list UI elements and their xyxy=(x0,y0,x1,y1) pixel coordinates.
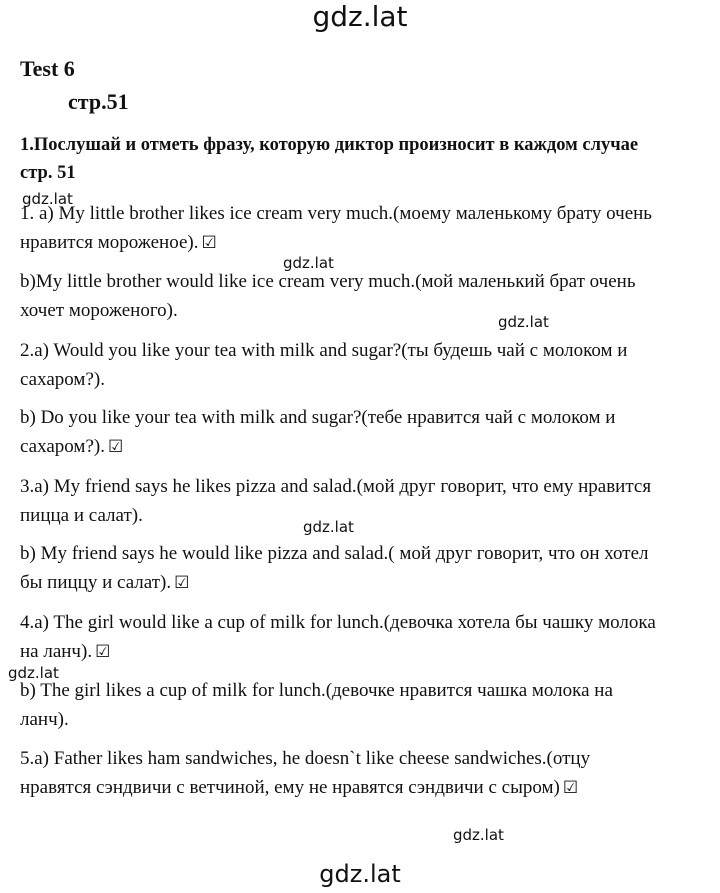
watermark-small: gdz.lat xyxy=(453,826,504,844)
checkbox-checked-icon: ☑ xyxy=(107,437,124,456)
answer-item xyxy=(20,403,660,461)
answer-item xyxy=(20,608,660,666)
watermark-small: gdz.lat xyxy=(283,254,334,272)
exercise-instruction: 1.Послушай и отметь фразу, которую диктор произносит в каждом случае стр. 51 xyxy=(20,135,639,183)
watermark-small: gdz.lat xyxy=(22,190,73,208)
watermark-bottom: gdz.lat xyxy=(319,860,401,888)
checkbox-checked-icon: ☑ xyxy=(201,233,217,252)
answer-item xyxy=(20,676,660,734)
answer-text: b) Do you like your tea with milk and sugar?(тебе нравится чай с молоком и сахаром?). xyxy=(20,407,616,457)
answer-text: 3.a) My friend says he likes pizza and salad.(мой друг говорит, что ему нравится пицца и салат). xyxy=(20,476,652,526)
answer-text: 4.a) The girl would like a cup of milk for lunch.(девочка хотела бы чашку молока на ланч). xyxy=(20,612,656,662)
answer-text: b) The girl likes a cup of milk for lunch.(девочке нравится чашка молока на ланч). xyxy=(20,680,613,730)
answer-text: 5.a) Father likes ham sandwiches, he doesn`t like cheese sandwiches.(отцу нравятся сэндвичи с ветчиной, ему не нравятся сэндвичи с сыром) xyxy=(20,748,591,798)
answer-item xyxy=(20,336,660,394)
answer-item xyxy=(20,267,660,325)
answer-text: 1. a) My little brother likes ice cream very much.(моему маленькому брату очень нравится мороженое). xyxy=(20,203,652,253)
answer-item xyxy=(20,472,660,530)
page-reference: стр.51 xyxy=(68,89,129,114)
answer-item xyxy=(20,744,660,802)
watermark-top: gdz.lat xyxy=(312,0,408,33)
test-title: Test 6 xyxy=(20,56,75,81)
answer-item xyxy=(20,539,660,597)
checkbox-checked-icon: ☑ xyxy=(562,778,579,797)
watermark-small: gdz.lat xyxy=(303,518,354,536)
watermark-small: gdz.lat xyxy=(498,313,549,331)
checkbox-checked-icon: ☑ xyxy=(95,642,111,661)
answer-text: 2.a) Would you like your tea with milk and sugar?(ты будешь чай с молоком и сахаром?). xyxy=(20,340,628,390)
watermark-small: gdz.lat xyxy=(8,664,59,682)
checkbox-checked-icon: ☑ xyxy=(174,573,190,592)
answer-text: b) My friend says he would like pizza and salad.( мой друг говорит, что он хотел бы пиццу и салат). xyxy=(20,543,649,593)
answer-text: b)My little brother would like ice cream very much.(мой маленький брат очень хочет мороженого). xyxy=(20,271,636,321)
answer-item xyxy=(20,199,660,257)
